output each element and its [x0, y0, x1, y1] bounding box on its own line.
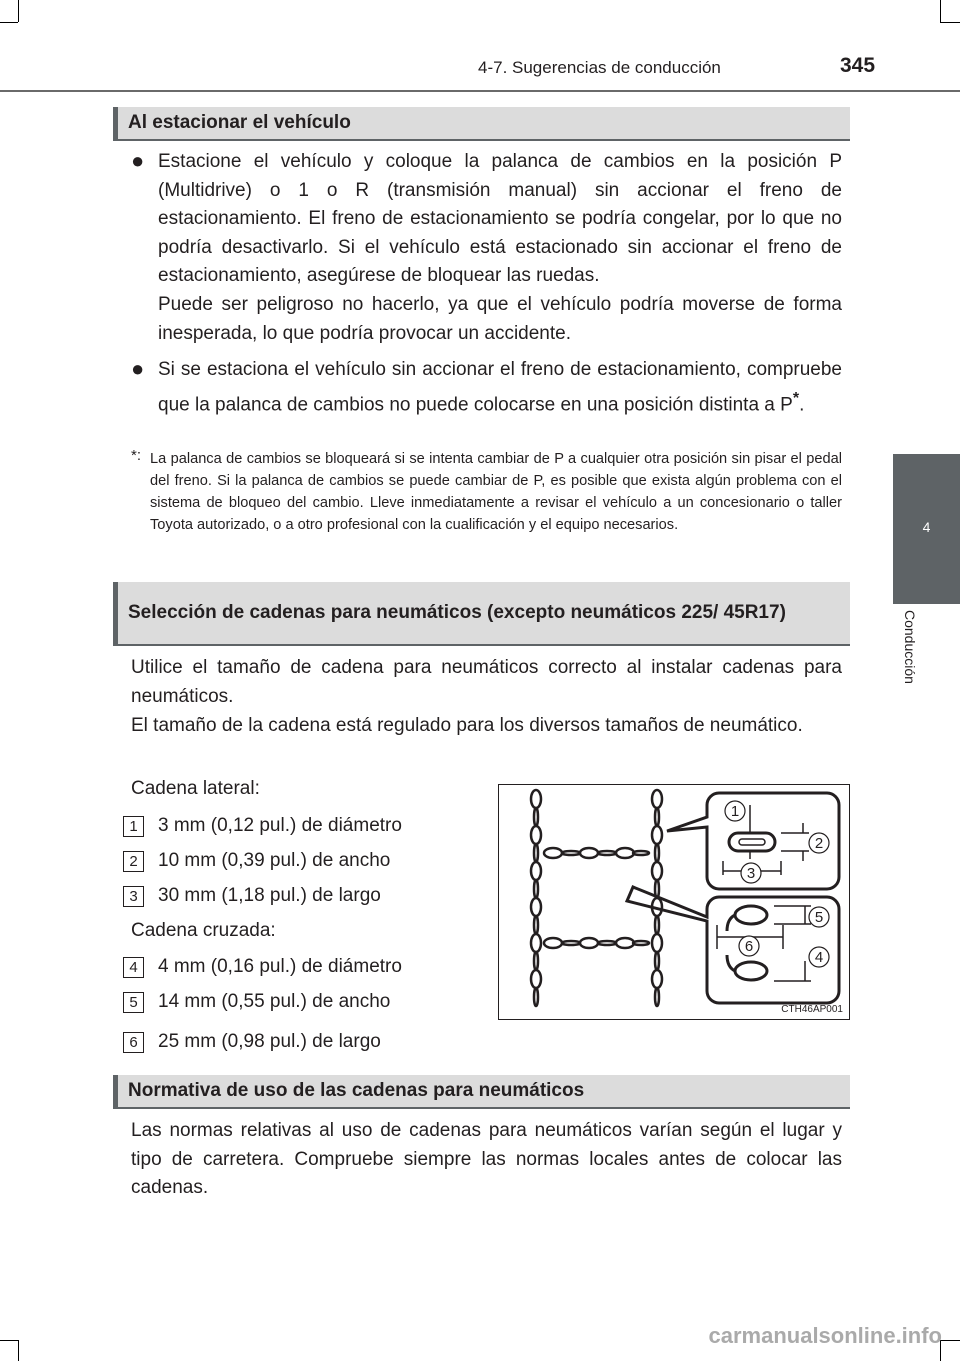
item-number-6: 6	[123, 1032, 144, 1053]
parking-bullet-1: Estacione el vehículo y coloque la palanca de cambios en la posición P (Multidrive) o 1 o R (transmisión manual) sin accionar el freno de estacionamiento. El freno de estacionamiento se podría congelar, por lo que no podría desactivarlo. Si el vehículo está estacionado sin accionar el freno de estacionamiento, asegúrese de bloquear las ruedas.	[158, 151, 842, 287]
section-header-rules: Normativa de uso de las cadenas para neumáticos	[113, 1075, 850, 1109]
header-rule	[0, 90, 960, 92]
item-number-5: 5	[123, 992, 144, 1013]
tire-chain-figure	[498, 784, 850, 1020]
crop-mark	[940, 0, 941, 22]
item-number-1: 1	[123, 816, 144, 837]
item-text-3: 30 mm (1,18 pul.) de largo	[158, 885, 381, 906]
figure-callout-4: 4	[814, 949, 824, 966]
header-section-title: 4-7. Sugerencias de conducción	[478, 58, 721, 77]
parking-bullet-2: Si se estaciona el vehículo sin accionar el freno de estacionamiento, compruebe que la palanca de cambios no puede colocarse en una posición distinta a P*.	[158, 359, 842, 415]
figure-code: CTH46AP001	[781, 1004, 843, 1015]
crop-mark	[0, 22, 18, 23]
bullet-icon: ●	[131, 356, 145, 381]
chapter-tab-label-wrap	[902, 610, 938, 710]
page-number: 345	[840, 54, 876, 77]
chains-intro-1: Utilice el tamaño de cadena para neumáticos correcto al instalar cadenas para neumáticos.	[131, 657, 842, 707]
item-text-2: 10 mm (0,39 pul.) de ancho	[158, 850, 391, 871]
crop-mark	[940, 1340, 960, 1341]
chapter-tab-label: Conducción	[902, 610, 918, 684]
bullet-icon: ●	[131, 148, 145, 173]
crop-mark	[0, 1340, 18, 1341]
chains-intro-2: El tamaño de la cadena está regulado para los diversos tamaños de neumático.	[131, 715, 803, 736]
item-text-6: 25 mm (0,98 pul.) de largo	[158, 1031, 381, 1052]
figure-callout-6: 6	[744, 938, 754, 955]
item-number-4: 4	[123, 957, 144, 978]
footnote-text: La palanca de cambios se bloqueará si se intenta cambiar de P a cualquier otra posición sin pisar el pedal del freno. Si la palanca de cambios se puede cambiar de P, es posible que exista algún problema con el sistema de bloqueo del cambio. Lleve inmediatamente a revisar el vehículo a un concesionario o taller Toyota autorizado, o a otro profesional con la cualificación y el equipo necesarios.	[150, 451, 842, 533]
crop-mark	[940, 22, 960, 23]
section-header-chains: Selección de cadenas para neumáticos (excepto neumáticos 225/ 45R17)	[113, 582, 850, 646]
item-number-3: 3	[123, 886, 144, 907]
item-number-2: 2	[123, 851, 144, 872]
tire-chain-illustration	[499, 785, 849, 1019]
footnote-mark: *:	[131, 447, 142, 464]
parking-bullet-1-cont: Puede ser peligroso no hacerlo, ya que el vehículo podría moverse de forma inesperada, lo que podría provocar un accidente.	[158, 294, 842, 344]
watermark-logo: carmanualsonline.info	[708, 1323, 942, 1348]
parking-bullet-2-text: Si se estaciona el vehículo sin accionar el freno de estacionamiento, compruebe que la palanca de cambios no puede colocarse en una posición distinta a P	[158, 359, 842, 415]
figure-callout-1: 1	[730, 803, 740, 820]
item-text-1: 3 mm (0,12 pul.) de diámetro	[158, 815, 402, 836]
chapter-tab-number: 4	[922, 519, 931, 535]
item-text-4: 4 mm (0,16 pul.) de diámetro	[158, 956, 402, 977]
item-text-5: 14 mm (0,55 pul.) de ancho	[158, 991, 391, 1012]
figure-callout-2: 2	[814, 835, 824, 852]
rules-text: Las normas relativas al uso de cadenas para neumáticos varían según el lugar y tipo de carretera. Compruebe siempre las normas locales antes de colocar las cadenas.	[131, 1120, 842, 1199]
crop-mark	[18, 0, 19, 22]
section-header-parking: Al estacionar el vehículo	[113, 107, 850, 141]
side-chain-label: Cadena lateral:	[131, 778, 260, 799]
cross-chain-label: Cadena cruzada:	[131, 920, 276, 941]
figure-callout-5: 5	[814, 909, 824, 926]
figure-callout-3: 3	[746, 865, 756, 882]
crop-mark	[18, 1340, 19, 1361]
